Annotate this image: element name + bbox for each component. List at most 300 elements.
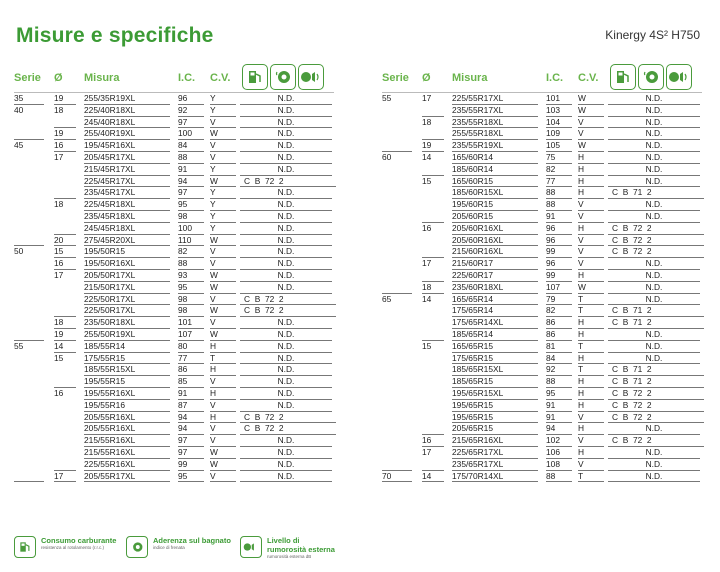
cell-eu-label: N.D. xyxy=(608,353,700,365)
table-row xyxy=(14,93,334,105)
cell-diameter: 14 xyxy=(54,341,76,353)
cell-diameter: 17 xyxy=(54,471,76,483)
cell-eu-label: C B 72 2 xyxy=(608,412,704,424)
wet-tire-icon xyxy=(126,536,148,558)
cell-diameter xyxy=(422,246,444,258)
table-row xyxy=(14,199,334,211)
cell-eu-label: N.D. xyxy=(240,270,332,282)
cell-ic: 86 xyxy=(546,329,572,341)
table-row xyxy=(382,117,702,129)
table-row xyxy=(14,223,334,235)
cell-eu-label: N.D. xyxy=(608,258,700,270)
table-row xyxy=(382,341,702,353)
cell-ic: 105 xyxy=(546,140,572,152)
table-row xyxy=(382,412,702,424)
cell-misura: 215/60R16XL xyxy=(452,246,538,258)
cell-misura: 195/45R16XL xyxy=(84,140,170,152)
cell-ic: 108 xyxy=(546,459,572,471)
table-row xyxy=(382,258,702,270)
table-row xyxy=(382,211,702,223)
cell-serie: 55 xyxy=(382,93,392,103)
cell-cv: H xyxy=(578,329,604,341)
cell-diameter: 16 xyxy=(422,222,432,233)
cell-eu-label: N.D. xyxy=(608,176,700,188)
cell-serie: 35 xyxy=(14,93,44,105)
cell-misura: 255/50R19XL xyxy=(84,329,170,341)
cell-diameter: 19 xyxy=(54,93,76,105)
cell-ic: 100 xyxy=(178,223,204,235)
table-row xyxy=(14,459,334,471)
cell-misura: 185/60R14 xyxy=(452,164,538,176)
cell-ic: 87 xyxy=(178,400,204,412)
cell-serie xyxy=(14,471,44,483)
cell-diameter: 14 xyxy=(422,151,432,162)
cell-misura: 215/50R17XL xyxy=(84,282,170,294)
cell-misura: 205/55R16XL xyxy=(84,423,170,435)
table-right xyxy=(382,64,702,482)
cell-ic: 104 xyxy=(546,117,572,129)
cell-cv: H xyxy=(578,353,604,365)
cell-serie xyxy=(382,459,412,471)
cell-eu-label: C B 72 2 xyxy=(608,435,704,447)
cell-serie: 45 xyxy=(14,140,24,151)
legend-wet xyxy=(126,536,231,558)
cell-serie: 65 xyxy=(382,293,392,304)
cell-cv: H xyxy=(578,317,604,329)
header-cv: C.V. xyxy=(578,72,599,84)
cell-ic: 82 xyxy=(546,305,572,317)
cell-diameter xyxy=(54,376,76,388)
table-row xyxy=(382,176,702,188)
table-row xyxy=(382,199,702,211)
table-row xyxy=(14,364,334,376)
cell-cv: Y xyxy=(210,164,236,176)
cell-cv: H xyxy=(578,152,604,164)
cell-eu-label: C B 72 2 xyxy=(608,400,704,412)
cell-cv: H xyxy=(578,223,604,235)
cell-ic: 77 xyxy=(546,176,572,188)
cell-cv: W xyxy=(578,93,604,105)
table-row xyxy=(382,246,702,258)
cell-cv: W xyxy=(210,176,236,188)
legend-title: Consumo carburante xyxy=(41,536,117,545)
cell-ic: 79 xyxy=(546,294,572,306)
cell-eu-label: N.D. xyxy=(608,341,700,353)
cell-diameter: 17 xyxy=(422,446,432,457)
cell-misura: 195/55R16 xyxy=(84,400,170,412)
cell-diameter: 16 xyxy=(54,258,76,270)
cell-cv: T xyxy=(578,294,604,306)
cell-misura: 235/60R18XL xyxy=(452,282,538,294)
cell-diameter xyxy=(422,459,444,471)
cell-misura: 215/45R17XL xyxy=(84,164,170,176)
cell-cv: H xyxy=(578,447,604,459)
cell-eu-label: N.D. xyxy=(240,164,332,176)
legend-subtitle: rumorosità esterna dB xyxy=(267,554,312,559)
cell-misura: 255/35R19XL xyxy=(84,93,170,105)
header-misura: Misura xyxy=(452,72,488,84)
cell-misura: 205/55R16XL xyxy=(84,412,170,424)
cell-misura: 225/45R17XL xyxy=(84,176,170,188)
cell-cv: W xyxy=(210,459,236,471)
cell-cv: H xyxy=(210,388,236,400)
cell-serie xyxy=(14,128,44,140)
legend-fuel xyxy=(14,536,116,558)
table-row xyxy=(382,459,702,471)
table-row xyxy=(382,152,702,164)
rows-right xyxy=(382,93,702,482)
cell-misura: 175/65R15 xyxy=(452,353,538,365)
cell-ic: 101 xyxy=(178,317,204,329)
cell-eu-label: N.D. xyxy=(608,117,700,129)
cell-misura: 225/50R17XL xyxy=(84,294,170,306)
cell-misura: 185/65R15XL xyxy=(452,364,538,376)
cell-misura: 215/65R16XL xyxy=(452,435,538,447)
table-left xyxy=(14,64,334,482)
cell-diameter: 16 xyxy=(54,140,76,152)
cell-serie: 60 xyxy=(382,151,392,162)
cell-ic: 97 xyxy=(178,447,204,459)
table-row xyxy=(14,305,334,317)
cell-eu-label: N.D. xyxy=(240,117,332,129)
table-row xyxy=(382,282,702,294)
cell-diameter: 18 xyxy=(54,317,76,329)
cell-eu-label: N.D. xyxy=(240,364,332,376)
cell-cv: V xyxy=(210,258,236,270)
table-row xyxy=(14,187,334,199)
cell-eu-label: C B 72 2 xyxy=(240,294,336,306)
table-header xyxy=(382,64,702,93)
cell-eu-label: C B 72 2 xyxy=(608,235,704,247)
cell-misura: 205/60R15 xyxy=(452,211,538,223)
cell-cv: V xyxy=(210,376,236,388)
cell-cv: V xyxy=(578,258,604,270)
table-row xyxy=(382,164,702,176)
cell-eu-label: N.D. xyxy=(608,423,700,435)
cell-cv: W xyxy=(210,447,236,459)
cell-diameter: 18 xyxy=(54,199,64,210)
cell-cv: W xyxy=(210,282,236,294)
table-row xyxy=(382,140,702,152)
cell-misura: 215/55R16XL xyxy=(84,435,170,447)
cell-cv: V xyxy=(578,246,604,258)
cell-misura: 175/65R14 xyxy=(452,305,538,317)
cell-eu-label: N.D. xyxy=(240,105,332,117)
model-name: Kinergy 4S² H750 xyxy=(605,28,700,42)
cell-misura: 225/60R17 xyxy=(452,270,538,282)
cell-eu-label: N.D. xyxy=(608,152,700,164)
cell-cv: H xyxy=(578,400,604,412)
cell-eu-label: C B 71 2 xyxy=(608,187,704,199)
cell-ic: 97 xyxy=(178,187,204,199)
cell-misura: 235/55R18XL xyxy=(452,117,538,129)
cell-misura: 245/40R18XL xyxy=(84,117,170,129)
cell-diameter: 16 xyxy=(54,387,64,398)
cell-serie xyxy=(382,282,412,294)
cell-diameter: 17 xyxy=(422,93,432,103)
cell-misura: 235/55R17XL xyxy=(452,105,538,117)
cell-misura: 195/50R15 xyxy=(84,246,170,258)
cell-ic: 94 xyxy=(178,412,204,424)
cell-misura: 205/65R15 xyxy=(452,423,538,435)
cell-diameter: 16 xyxy=(422,435,444,447)
cell-eu-label: N.D. xyxy=(608,447,700,459)
cell-cv: W xyxy=(578,140,604,152)
cell-ic: 95 xyxy=(178,471,204,483)
cell-eu-label: N.D. xyxy=(240,246,332,258)
cell-diameter: 19 xyxy=(54,329,76,341)
cell-ic: 88 xyxy=(546,199,572,211)
cell-ic: 95 xyxy=(546,388,572,400)
table-row xyxy=(14,329,334,341)
cell-ic: 88 xyxy=(178,152,204,164)
cell-ic: 88 xyxy=(546,471,572,483)
cell-ic: 98 xyxy=(178,294,204,306)
cell-diameter xyxy=(422,105,444,117)
cell-eu-label: N.D. xyxy=(240,459,332,471)
cell-cv: W xyxy=(210,305,236,317)
cell-ic: 91 xyxy=(178,164,204,176)
table-row xyxy=(14,423,334,435)
cell-cv: H xyxy=(578,388,604,400)
cell-eu-label: N.D. xyxy=(608,211,700,223)
table-row xyxy=(14,117,334,129)
cell-misura: 195/60R15 xyxy=(452,199,538,211)
cell-ic: 96 xyxy=(546,258,572,270)
cell-misura: 255/55R18XL xyxy=(452,128,538,140)
cell-cv: V xyxy=(578,235,604,247)
cell-cv: Y xyxy=(210,187,236,199)
cell-cv: H xyxy=(210,412,236,424)
table-row xyxy=(382,400,702,412)
cell-cv: V xyxy=(578,412,604,424)
legend-title: Aderenza sul bagnato xyxy=(153,536,231,545)
table-row xyxy=(382,294,702,306)
cell-cv: Y xyxy=(210,199,236,211)
cell-cv: H xyxy=(578,164,604,176)
cell-ic: 91 xyxy=(178,388,204,400)
cell-cv: T xyxy=(578,471,604,483)
cell-cv: V xyxy=(578,117,604,129)
table-row xyxy=(382,388,702,400)
table-row xyxy=(14,388,334,400)
cell-cv: T xyxy=(210,353,236,365)
cell-misura: 185/55R14 xyxy=(84,341,170,353)
cell-diameter xyxy=(54,117,76,129)
table-row xyxy=(382,364,702,376)
cell-misura: 195/55R16XL xyxy=(84,388,170,400)
table-row xyxy=(382,270,702,282)
cell-misura: 175/70R14XL xyxy=(452,471,538,483)
legend-subtitle: resistenza al rotolamento (r.r.c.) xyxy=(41,545,105,550)
table-row xyxy=(14,270,334,282)
table-row xyxy=(14,294,334,306)
cell-cv: T xyxy=(578,305,604,317)
cell-eu-label: C B 72 2 xyxy=(608,246,704,258)
cell-ic: 106 xyxy=(546,447,572,459)
cell-misura: 195/50R16XL xyxy=(84,258,170,270)
cell-cv: H xyxy=(578,423,604,435)
cell-cv: Y xyxy=(210,211,236,223)
cell-diameter xyxy=(422,423,444,435)
cell-diameter: 19 xyxy=(54,128,76,140)
cell-ic: 100 xyxy=(178,128,204,140)
cell-cv: W xyxy=(210,235,236,247)
table-row xyxy=(382,128,702,140)
cell-eu-label: N.D. xyxy=(608,105,700,117)
cell-eu-label: N.D. xyxy=(608,471,700,483)
cell-eu-label: N.D. xyxy=(240,400,332,412)
cell-diameter: 18 xyxy=(54,104,64,115)
table-row xyxy=(382,423,702,435)
cell-misura: 165/65R15 xyxy=(452,341,538,353)
cell-ic: 88 xyxy=(546,376,572,388)
cell-diameter: 19 xyxy=(422,140,444,152)
cell-diameter: 17 xyxy=(54,269,64,280)
speaker-icon xyxy=(298,64,324,90)
cell-ic: 95 xyxy=(178,282,204,294)
header-misura: Misura xyxy=(84,72,120,84)
cell-cv: T xyxy=(578,341,604,353)
cell-eu-label: N.D. xyxy=(608,282,700,294)
table-row xyxy=(382,105,702,117)
cell-misura: 195/55R15 xyxy=(84,376,170,388)
table-row xyxy=(14,105,334,117)
cell-ic: 96 xyxy=(178,93,204,105)
cell-eu-label: C B 72 2 xyxy=(608,223,704,235)
table-row xyxy=(14,353,334,365)
cell-ic: 96 xyxy=(546,235,572,247)
cell-misura: 235/55R19XL xyxy=(452,140,538,152)
cell-cv: V xyxy=(210,246,236,258)
cell-misura: 235/50R18XL xyxy=(84,317,170,329)
cell-diameter: 15 xyxy=(54,246,76,258)
table-row xyxy=(14,317,334,329)
cell-ic: 96 xyxy=(546,223,572,235)
cell-ic: 109 xyxy=(546,128,572,140)
cell-ic: 77 xyxy=(178,353,204,365)
cell-diameter xyxy=(54,223,76,235)
cell-eu-label: N.D. xyxy=(608,329,700,341)
cell-eu-label: N.D. xyxy=(608,270,700,282)
table-row xyxy=(14,412,334,424)
cell-eu-label: N.D. xyxy=(240,353,332,365)
cell-misura: 235/65R17XL xyxy=(452,459,538,471)
cell-eu-label: C B 72 2 xyxy=(608,388,704,400)
cell-eu-label: N.D. xyxy=(240,471,332,483)
cell-eu-label: C B 71 2 xyxy=(608,317,704,329)
cell-eu-label: N.D. xyxy=(240,211,332,223)
cell-ic: 94 xyxy=(178,176,204,188)
cell-misura: 275/45R20XL xyxy=(84,235,170,247)
table-row xyxy=(14,152,334,164)
cell-cv: Y xyxy=(210,223,236,235)
cell-misura: 175/65R14XL xyxy=(452,317,538,329)
cell-cv: H xyxy=(578,270,604,282)
header-ic: I.C. xyxy=(178,72,196,84)
page-title: Misure e specifiche xyxy=(16,24,214,47)
cell-diameter xyxy=(422,211,444,223)
cell-eu-label: C B 71 2 xyxy=(608,305,704,317)
table-row xyxy=(382,447,702,459)
cell-diameter xyxy=(422,329,444,341)
table-row xyxy=(382,223,702,235)
cell-diameter: 17 xyxy=(54,151,64,162)
cell-cv: W xyxy=(210,128,236,140)
cell-misura: 225/50R17XL xyxy=(84,305,170,317)
legend-title: Livello di rumorosità esterna xyxy=(267,536,335,554)
table-row xyxy=(14,435,334,447)
cell-ic: 86 xyxy=(546,317,572,329)
cell-diameter: 18 xyxy=(422,116,432,127)
cell-misura: 215/60R17 xyxy=(452,258,538,270)
cell-misura: 185/55R15XL xyxy=(84,364,170,376)
cell-ic: 80 xyxy=(178,341,204,353)
cell-cv: H xyxy=(210,364,236,376)
cell-ic: 91 xyxy=(546,412,572,424)
cell-misura: 225/55R16XL xyxy=(84,459,170,471)
cell-misura: 185/65R14 xyxy=(452,329,538,341)
cell-eu-label: N.D. xyxy=(240,388,332,400)
cell-ic: 91 xyxy=(546,211,572,223)
cell-misura: 225/55R17XL xyxy=(452,93,538,105)
wet-tire-icon xyxy=(270,64,296,90)
table-row xyxy=(14,235,334,247)
cell-cv: H xyxy=(578,187,604,199)
cell-serie: 50 xyxy=(14,246,24,257)
cell-cv: Y xyxy=(210,105,236,117)
cell-serie xyxy=(382,140,412,152)
cell-eu-label: N.D. xyxy=(240,282,332,294)
header-diameter: Ø xyxy=(54,72,63,84)
cell-misura: 165/65R14 xyxy=(452,294,538,306)
cell-ic: 107 xyxy=(178,329,204,341)
cell-eu-label: N.D. xyxy=(240,376,332,388)
cell-misura: 205/60R16XL xyxy=(452,235,538,247)
cell-eu-label: C B 72 2 xyxy=(240,176,336,188)
cell-ic: 84 xyxy=(546,353,572,365)
cell-misura: 205/45R17XL xyxy=(84,152,170,164)
cell-misura: 195/65R15 xyxy=(452,412,538,424)
header-diameter: Ø xyxy=(422,72,431,84)
cell-cv: V xyxy=(210,140,236,152)
cell-ic: 94 xyxy=(178,423,204,435)
cell-ic: 82 xyxy=(178,246,204,258)
cell-eu-label: C B 72 2 xyxy=(240,305,336,317)
cell-misura: 225/65R17XL xyxy=(452,447,538,459)
table-header xyxy=(14,64,334,93)
cell-cv: V xyxy=(210,400,236,412)
cell-diameter xyxy=(422,270,444,282)
cell-misura: 195/65R15 xyxy=(452,400,538,412)
cell-diameter: 15 xyxy=(422,175,432,186)
table-row xyxy=(382,435,702,447)
cell-ic: 101 xyxy=(546,93,572,105)
cell-diameter: 14 xyxy=(422,471,444,483)
table-row xyxy=(382,353,702,365)
cell-ic: 103 xyxy=(546,105,572,117)
cell-eu-label: N.D. xyxy=(608,93,700,105)
cell-misura: 235/45R17XL xyxy=(84,187,170,199)
cell-eu-label: N.D. xyxy=(240,235,332,247)
cell-cv: V xyxy=(578,459,604,471)
cell-cv: V xyxy=(210,435,236,447)
table-row xyxy=(14,176,334,188)
cell-eu-label: N.D. xyxy=(240,152,332,164)
rows-left xyxy=(14,93,334,482)
cell-serie: 40 xyxy=(14,104,24,115)
fuel-pump-icon xyxy=(14,536,36,558)
